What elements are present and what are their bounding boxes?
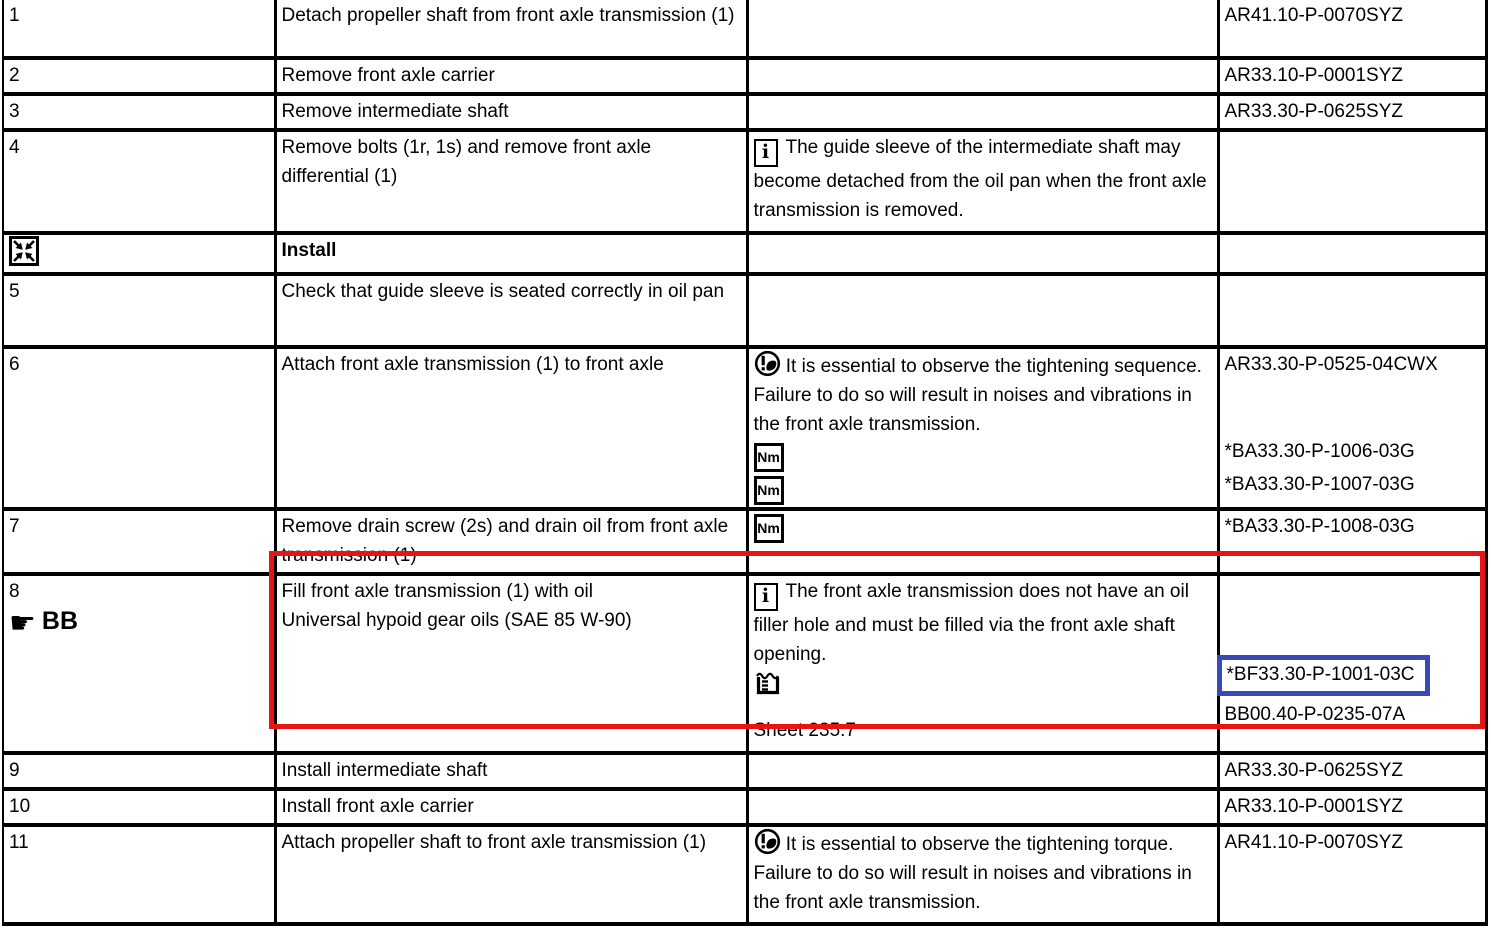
step-description: Install intermediate shaft <box>281 760 488 781</box>
marker-label: BB <box>41 607 79 635</box>
note-text: It is essential to observe the tightening torque. Failure to do so will result in noises and vibrations in the front axle transmission. <box>753 834 1192 913</box>
info-icon: i <box>754 583 778 611</box>
document-code-link[interactable]: AR33.10-P-0001SYZ <box>1224 65 1403 86</box>
document-code-link[interactable]: AR41.10-P-0070SYZ <box>1224 5 1403 26</box>
step-number: 2 <box>9 65 20 86</box>
table-row <box>3 58 1486 94</box>
step-number: 10 <box>9 796 31 817</box>
table-row <box>3 574 1486 753</box>
torque-nm-icon: Nm <box>754 476 784 505</box>
step-number: 6 <box>9 354 20 375</box>
table-row <box>3 753 1486 789</box>
step-description: Check that guide sleeve is seated correctly in oil pan <box>281 281 725 302</box>
oil-symbol-icon <box>754 669 782 697</box>
step-description: Remove front axle carrier <box>281 65 495 86</box>
step-description: Fill front axle transmission (1) with oil <box>281 581 593 602</box>
step-description: Remove intermediate shaft <box>281 101 509 122</box>
document-code-link[interactable]: *BF33.30-P-1001-03C <box>1226 664 1415 685</box>
fluid-spec: Universal hypoid gear oils (SAE 85 W-90) <box>281 610 632 631</box>
step-number: 4 <box>9 137 20 158</box>
document-code-link[interactable]: AR33.30-P-0525-04CWX <box>1224 354 1438 375</box>
step-number: 9 <box>9 760 20 781</box>
table-row <box>3 274 1486 347</box>
note-text: The guide sleeve of the intermediate shaft may become detached from the oil pan when the front axle transmission is removed. <box>753 137 1207 221</box>
document-code-link[interactable]: *BA33.30-P-1007-03G <box>1224 474 1415 495</box>
marker-line <box>9 606 268 639</box>
step-description: Detach propeller shaft from front axle transmission (1) <box>281 5 735 26</box>
table-row <box>3 94 1486 130</box>
document-code-link[interactable]: AR41.10-P-0070SYZ <box>1224 832 1403 853</box>
note-text: The front axle transmission does not have an oil filler hole and must be filled via the front axle shaft opening. <box>753 581 1189 665</box>
info-note <box>754 577 1211 669</box>
table-row <box>3 509 1486 574</box>
section-label: Install <box>281 240 337 261</box>
step-description: Remove drain screw (2s) and drain oil from front axle transmission (1) <box>281 516 729 566</box>
document-code-link[interactable]: *BA33.30-P-1006-03G <box>1224 441 1415 462</box>
important-note-icon <box>754 350 781 377</box>
table-row <box>3 825 1486 924</box>
document-code-link[interactable]: BB00.40-P-0235-07A <box>1224 704 1406 725</box>
table-row <box>3 233 1486 274</box>
step-number: 1 <box>9 5 20 26</box>
document-code-link[interactable]: *BA33.30-P-1008-03G <box>1224 516 1415 537</box>
step-number: 7 <box>9 516 20 537</box>
step-description: Attach front axle transmission (1) to front axle <box>281 354 664 375</box>
document-code-link[interactable]: AR33.10-P-0001SYZ <box>1224 796 1403 817</box>
table-row <box>3 0 1486 58</box>
important-note <box>754 350 1211 439</box>
table-row <box>3 789 1486 825</box>
document-code-link[interactable]: AR33.30-P-0625SYZ <box>1224 101 1403 122</box>
important-note-icon <box>754 828 781 855</box>
pointing-hand-icon: ☛ <box>9 607 36 640</box>
work-steps-table <box>2 0 1488 926</box>
info-icon: i <box>754 139 778 167</box>
step-number: 3 <box>9 101 20 122</box>
torque-nm-icon: Nm <box>754 514 784 543</box>
step-number: 11 <box>9 832 29 853</box>
sheet-reference[interactable]: Sheet 235.7 <box>753 720 856 741</box>
document-code-link[interactable]: AR33.30-P-0625SYZ <box>1224 760 1403 781</box>
step-description: Remove bolts (1r, 1s) and remove front axle differential (1) <box>281 137 652 187</box>
step-description: Install front axle carrier <box>281 796 474 817</box>
note-text: It is essential to observe the tightening sequence. Failure to do so will result in noises and vibrations in the front axle transmission. <box>753 356 1202 435</box>
table-row <box>3 347 1486 509</box>
step-number: 8 <box>9 581 20 602</box>
torque-nm-icon: Nm <box>754 443 784 472</box>
table-row <box>3 130 1486 233</box>
step-description: Attach propeller shaft to front axle transmission (1) <box>281 832 707 853</box>
highlighted-code-box[interactable] <box>1217 655 1430 696</box>
step-number: 5 <box>9 281 20 302</box>
install-arrows-icon <box>9 236 39 266</box>
